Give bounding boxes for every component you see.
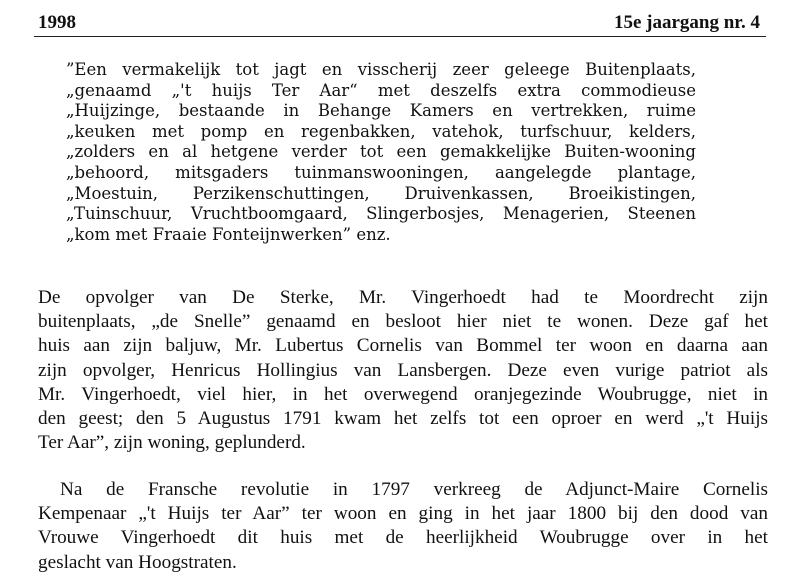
body-paragraph-2	[38, 478, 768, 575]
paragraph-line: Ter Aar”, zijn woning, geplunderd.	[38, 432, 306, 454]
paragraph-line: den geest; den 5 Augustus 1791 kwam het zelfs tot een oproer en werd „'t Huijs	[38, 408, 768, 430]
paragraph-line: Na de Fransche revolutie in 1797 verkreeg de Adjunct-Maire Cornelis	[60, 479, 768, 500]
quote-line: „keuken met pomp en regenbakken, vatehok, turfschuur, kelders,	[66, 121, 696, 141]
quote-line: „Tuinschuur, Vruchtboomgaard, Slingerbosjes, Menagerien, Steenen	[66, 204, 696, 224]
paragraph-line: geslacht van Hoogstraten.	[38, 551, 237, 573]
quote-line: „kom met Fraaie Fonteijnwerken” enz.	[66, 224, 391, 244]
page-header	[38, 10, 760, 36]
quote-line: „genaamd „'t huijs Ter Aar“ met deszelfs extra commodieuse	[66, 80, 696, 100]
quote-line: „Moestuin, Perzikenschuttingen, Druivenkassen, Broeikistingen,	[66, 183, 696, 203]
header-issue: 15e jaargang nr. 4	[613, 12, 760, 33]
header-divider	[34, 36, 766, 37]
paragraph-line: Kempenaar „'t Huijs ter Aar” ter woon en ging in het jaar 1800 bij den dood van	[38, 503, 768, 525]
quoted-advertisement	[66, 60, 696, 245]
paragraph-line: Vrouwe Vingerhoedt dit huis met de heerlijkheid Woubrugge over in het	[38, 527, 768, 549]
quote-line: „behoord, mitsgaders tuinmanswooningen, aangelegde plantage,	[66, 162, 696, 182]
paragraph-line: huis aan zijn baljuw, Mr. Lubertus Cornelis van Bommel ter woon en daarna aan	[38, 335, 768, 357]
header-year: 1998	[38, 12, 76, 33]
quote-line: ”Een vermakelijk tot jagt en visscherij zeer geleege Buitenplaats,	[66, 60, 696, 79]
paragraph-line: De opvolger van De Sterke, Mr. Vingerhoedt had te Moordrecht zijn	[38, 287, 768, 308]
quote-line: „zolders en al hetgene verder tot een gemakkelijke Buiten-wooning	[66, 142, 696, 162]
paragraph-line: Mr. Vingerhoedt, viel hier, in het overwegend oranjegezinde Woubrugge, niet in	[38, 383, 768, 405]
quote-line: „Huijzinge, bestaande in Behange Kamers en vertrekken, ruime	[66, 101, 696, 121]
paragraph-line: zijn opvolger, Henricus Hollingius van Lansbergen. Deze even vurige patriot als	[38, 359, 768, 381]
paragraph-line: buitenplaats, „de Snelle” genaamd en besloot hier niet te wonen. Deze gaf het	[38, 311, 768, 333]
body-paragraph-1	[38, 286, 768, 455]
